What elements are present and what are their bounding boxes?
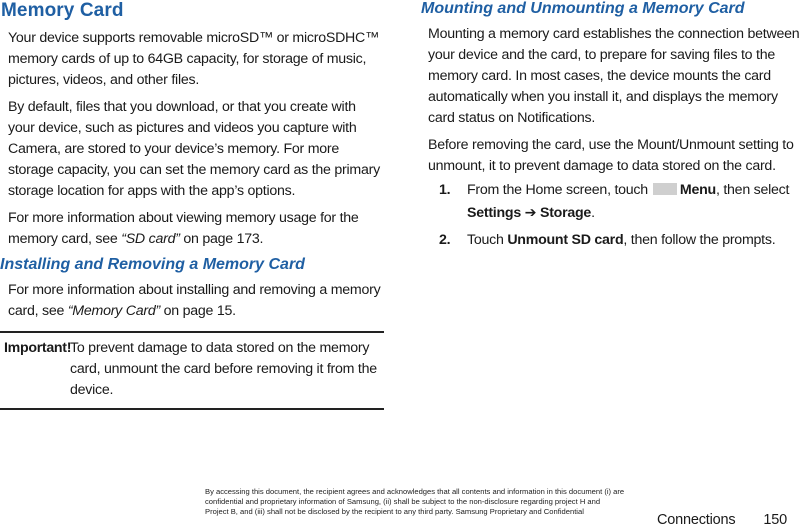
important-label: Important! xyxy=(4,340,72,356)
memory-card-reference-link[interactable]: “Memory Card” xyxy=(67,303,160,319)
paragraph-mounting-info: Mounting a memory card establishes the connection between your device and the card, to prepare for saving files to the memory card. In most cases, the device mounts the card automatically when you install it, and displays the memory card status on Notifications. xyxy=(428,26,800,126)
paragraph-before-removing: Before removing the card, use the Mount/Unmount setting to unmount, it to prevent damage to data stored on the card. xyxy=(428,137,794,174)
left-column xyxy=(0,0,384,410)
mount-section-heading: Mounting and Unmounting a Memory Card xyxy=(421,0,745,17)
paragraph-default-storage: By default, files that you download, or that you create with your device, such as pictures and videos you capture with Camera, are stored to your device’s memory. For more storage capacity, you can set the memory card as the primary storage location for apps with the app’s options. xyxy=(8,99,380,199)
important-note-box xyxy=(0,331,384,410)
settings-storage-path: Settings ➔ Storage xyxy=(467,205,592,221)
important-text: To prevent damage to data stored on the memory card, unmount the card before removing it from the device. xyxy=(70,340,377,398)
paragraph-memory-usage: For more information about viewing memory usage for the memory card, see “SD card” on page 173. xyxy=(8,210,359,247)
paragraph-install-info: For more information about installing and removing a memory card, see “Memory Card” on page 15. xyxy=(8,282,381,319)
menu-label: Menu xyxy=(679,182,716,198)
section-name: Connections xyxy=(656,512,736,528)
page-number: 150 xyxy=(763,512,787,528)
confidential-disclaimer: By accessing this document, the recipient agrees and acknowledges that all contents and information in this document (i) are confidential and proprietary information of Samsung, (ii) shall be subject to the non-disclosure regarding project H and Project B, and (iii) shall not be disclosed by the recipient to any third party. Samsung Proprietary and Confidential xyxy=(205,487,625,516)
steps-list xyxy=(421,179,801,252)
list-item: 2. Touch Unmount SD card, then follow the prompts. xyxy=(439,232,776,248)
install-section-heading: Installing and Removing a Memory Card xyxy=(0,256,305,273)
menu-key-icon xyxy=(653,183,677,195)
unmount-sd-card-label: Unmount SD card xyxy=(507,232,624,248)
paragraph-memory-support: Your device supports removable microSD™ or microSDHC™ memory cards of up to 64GB capacity, for storage of music, pictures, videos, and other files. xyxy=(8,30,379,88)
page-title: Memory Card xyxy=(1,0,124,21)
right-column xyxy=(421,0,801,252)
list-item: 1. From the Home screen, touch Menu, then select Settings ➔ Storage. xyxy=(439,182,790,221)
sd-card-reference-link[interactable]: “SD card” xyxy=(121,231,180,247)
